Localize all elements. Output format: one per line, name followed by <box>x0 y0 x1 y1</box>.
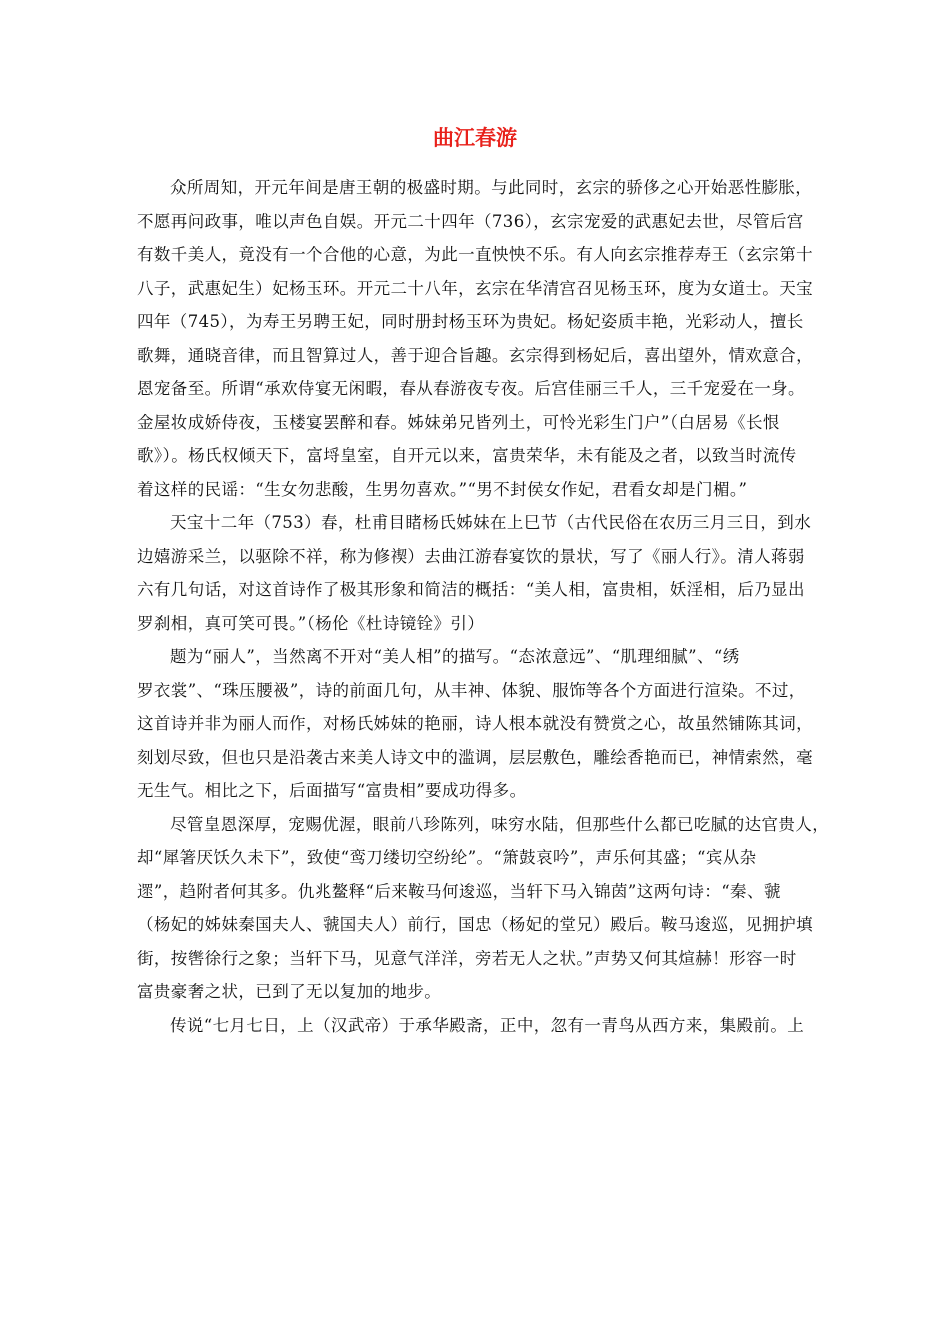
text-line: 六有几句话，对这首诗作了极其形象和简洁的概括：“美人相，富贵相，妖淫相，后乃显出 <box>137 580 805 599</box>
text-line: 众所周知，开元年间是唐王朝的极盛时期。与此同时，玄宗的骄侈之心开始恶性膨胀， <box>170 178 813 197</box>
paragraph-3 <box>137 640 827 808</box>
paragraph-4 <box>137 808 830 1009</box>
text-line: 不愿再问政事，唯以声色自娱。开元二十四年（736），玄宗宠爱的武惠妃去世，尽管后宫 <box>137 211 804 231</box>
text-line: 罗衣裳”、“珠压腰衱”，诗的前面几句，从丰神、体貌、服饰等各个方面进行渲染。不过， <box>137 680 806 700</box>
text-line: 传说“七月七日，上（汉武帝）于承华殿斋，正中，忽有一青鸟从西方来，集殿前。上 <box>170 1015 805 1035</box>
paragraph-5 <box>137 1009 827 1043</box>
text-line: 天宝十二年（753）春，杜甫目睹杨氏姊妹在上巳节（古代民俗在农历三月三日，到水 <box>170 513 812 532</box>
article-body <box>137 171 830 1042</box>
text-line: 四年（745），为寿王另聘王妃，同时册封杨玉环为贵妃。杨妃姿质丰艳，光彩动人，擅长 <box>137 312 804 331</box>
text-line: 这首诗并非为丽人而作，对杨氏姊妹的艳丽，诗人根本就没有赞赏之心，故虽然铺陈其词， <box>137 714 813 733</box>
text-line: 歌》）。杨氏权倾天下，富埒皇室，自开元以来，富贵荣华，未有能及之者，以致当时流传 <box>137 446 797 465</box>
text-line: 尽管皇恩深厚，宠赐优渥，眼前八珍陈列，味穷水陆，但那些什么都已吃腻的达官贵人， <box>170 814 830 834</box>
text-line: 着这样的民谣：“生女勿悲酸，生男勿喜欢。”“男不封侯女作妃，君看女却是门楣。” <box>137 479 748 499</box>
paragraph-1 <box>137 171 827 506</box>
text-line: 刻划尽致，但也只是沿袭古来美人诗文中的滥调，层层敷色，雕绘香艳而已，神情索然，毫 <box>137 747 813 767</box>
paragraph-2 <box>137 506 827 640</box>
text-line: 无生气。相比之下，后面描写“富贵相”要成功得多。 <box>137 781 527 800</box>
text-line: （杨妃的姊妹秦国夫人、虢国夫人）前行，国忠（杨妃的堂兄）殿后。鞍马逡巡，见拥护填 <box>137 915 813 934</box>
text-line: 恩宠备至。所谓“承欢侍宴无闲暇，春从春游夜专夜。后宫佳丽三千人，三千宠爱在一身。 <box>137 379 805 398</box>
page-title: 曲江春游 <box>433 126 517 150</box>
text-line: 歌舞，通晓音律，而且智算过人，善于迎合旨趣。玄宗得到杨妃后，喜出望外，情欢意合， <box>137 345 813 365</box>
text-line: 八子，武惠妃生）妃杨玉环。开元二十八年，玄宗在华清宫召见杨玉环，度为女道士。天宝 <box>137 278 813 298</box>
text-line: 有数千美人，竟没有一个合他的心意，为此一直怏怏不乐。有人向玄宗推荐寿王（玄宗第十 <box>137 245 813 264</box>
text-line: 街，按辔徐行之象；当轩下马，见意气洋洋，旁若无人之状。”声势又何其煊赫！形容一时 <box>137 948 797 968</box>
text-line: 却“犀箸厌饫久未下”，致使“鸾刀缕切空纷纶”。“箫鼓哀吟”，声乐何其盛；“宾从杂 <box>137 848 757 867</box>
text-line: 罗刹相，真可笑可畏。”（杨伦《杜诗镜铨》引） <box>137 613 485 633</box>
text-line: 遝”，趋附者何其多。仇兆鳌释“后来鞍马何逡巡，当轩下马入锦茵”这两句诗：“秦、虢 <box>137 881 781 901</box>
text-line: 金屋妆成娇侍夜，玉楼宴罢醉和春。姊妹弟兄皆列土，可怜光彩生门户”（白居易《长恨 <box>137 412 780 432</box>
text-line: 富贵豪奢之状，已到了无以复加的地步。 <box>137 982 442 1001</box>
text-line: 边嬉游采兰，以驱除不祥，称为修禊）去曲江游春宴饮的景状，写了《丽人行》。清人蒋弱 <box>137 546 805 566</box>
text-line: 题为“丽人”，当然离不开对“美人相”的描写。“态浓意远”、“肌理细腻”、“绣 <box>170 647 740 666</box>
